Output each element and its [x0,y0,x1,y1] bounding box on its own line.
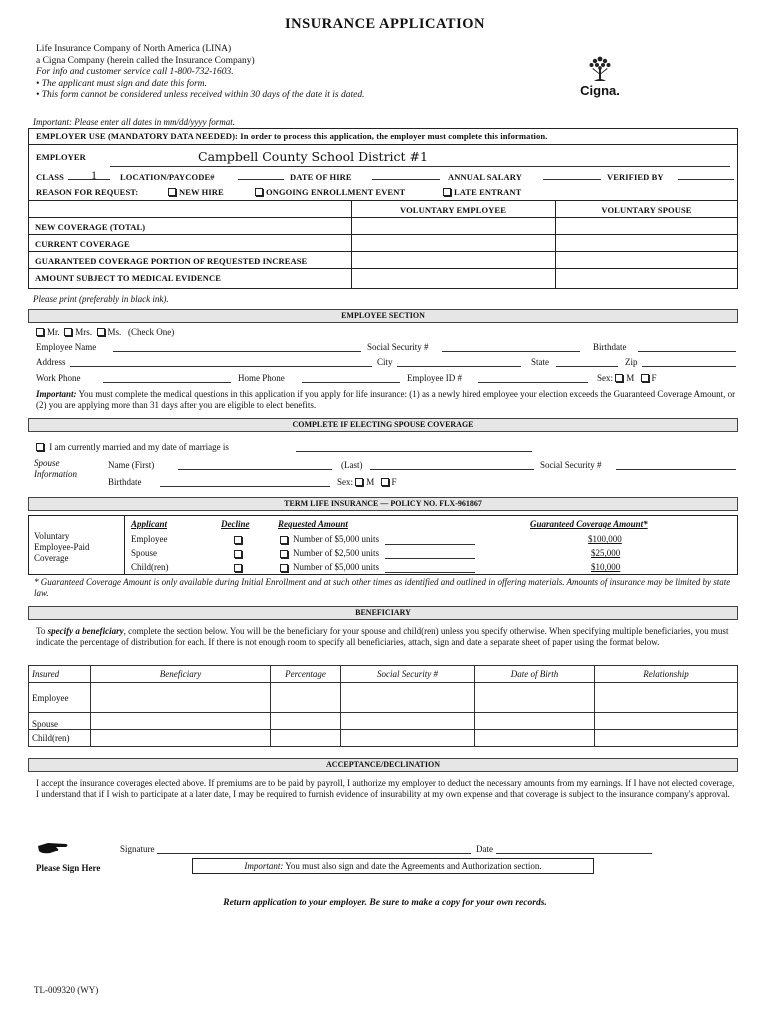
col-voluntary-employee: VOLUNTARY EMPLOYEE [400,205,506,215]
spouse-first-name-label: Name (First) [108,460,155,470]
class-field[interactable] [68,170,110,180]
zip-label: Zip [625,357,638,367]
employer-row-divider [28,144,738,145]
cigna-logo [575,55,625,98]
col-guaranteed: Guaranteed Coverage Amount* [530,519,648,529]
date-field[interactable] [496,844,652,854]
hire-date-label: DATE OF HIRE [290,172,352,182]
birthdate-label: Birthdate [593,342,627,352]
state-label: State [531,357,549,367]
mrs-option[interactable] [64,327,92,337]
sex-f-checkbox[interactable] [641,374,649,382]
city-field[interactable] [397,357,521,367]
state-field[interactable] [556,357,618,367]
header-line-2: a Cigna Company (herein called the Insurance Company) [36,55,255,66]
row-new-coverage: NEW COVERAGE (TOTAL) [35,222,146,232]
verified-label: VERIFIED BY [607,172,664,182]
reason-ongoing[interactable] [255,187,405,197]
beneficiary-header-row [29,666,738,683]
ongoing-label: ONGOING ENROLLMENT EVENT [266,187,406,197]
checkbox-icon [36,328,44,336]
table-row [29,683,738,713]
coverage-grid-top [28,200,738,201]
married-label: I am currently married and my date of marriage is [49,442,229,452]
spouse-ssn-field[interactable] [616,460,736,470]
col-requested: Requested Amount [278,519,348,529]
page-title: INSURANCE APPLICATION [285,16,485,32]
return-note: Return application to your employer. Be sure to make a copy for your own records. [223,898,547,908]
spouse-sex-options [337,477,397,487]
guaranteed-children: $10,000 [591,562,621,572]
coverage-row-line [28,217,738,218]
percentage-cell[interactable] [271,683,341,713]
spouse-first-name-field[interactable] [178,460,332,470]
requested-employee-checkbox[interactable] [280,536,288,544]
applicant-spouse: Spouse [131,548,158,558]
ssn-cell[interactable] [341,713,475,730]
coverage-type-line-1: Voluntary [34,531,70,541]
row-spouse-label: Spouse [29,713,91,730]
reason-label: REASON FOR REQUEST: [36,187,139,197]
pointing-hand-icon [36,840,70,858]
term-row-employee [131,534,731,546]
sex-options [597,373,657,383]
checkbox-icon [97,328,105,336]
employee-section-bar: EMPLOYEE SECTION [28,309,738,323]
spouse-sex-f-checkbox[interactable] [381,478,389,486]
employee-name-field[interactable] [113,342,361,352]
form-number: TL-009320 (WY) [34,985,99,995]
checkbox-icon [64,328,72,336]
work-phone-label: Work Phone [36,373,81,383]
address-label: Address [36,357,66,367]
col-beneficiary: Beneficiary [91,666,271,683]
row-current-coverage: CURRENT COVERAGE [35,239,130,249]
sex-label: Sex: [597,373,614,383]
medical-questions-notice [36,389,736,411]
beneficiary-bar: BENEFICIARY [28,606,738,620]
spouse-info-label [34,458,77,480]
col-applicant: Applicant [131,519,168,529]
header-line-5: • This form cannot be considered unless received within 30 days of the date it is dated. [36,90,365,101]
row-guaranteed-portion: GUARANTEED COVERAGE PORTION OF REQUESTED INCREASE [35,256,308,266]
term-life-inner-divider [124,515,125,575]
requested-employee-field[interactable] [385,535,475,545]
spouse-info-line-1: Spouse [34,458,60,468]
applicant-children: Child(ren) [131,562,169,572]
intro-to: To [36,626,46,636]
date-label: Date [476,844,493,854]
print-note: Please print (preferably in black ink). [33,294,169,304]
address-field[interactable] [70,357,372,367]
row-medical-evidence: AMOUNT SUBJECT TO MEDICAL EVIDENCE [35,273,222,283]
beneficiary-intro [36,626,736,648]
beneficiary-cell[interactable] [91,683,271,713]
title-checkboxes [36,327,174,337]
beneficiary-table [28,665,738,747]
spouse-sex-label: Sex: [337,477,354,487]
checkbox-icon [443,188,451,196]
requested-children-checkbox[interactable] [280,564,288,572]
employer-use-heading: EMPLOYER USE (MANDATORY DATA NEEDED): In order to process this application, the employer must complete this information. [36,131,548,141]
ssn-label: Social Security # [367,342,429,352]
sex-m-label: M [626,373,635,383]
beneficiary-cell[interactable] [91,730,271,747]
ms-label: Ms. [107,327,122,337]
guaranteed-spouse: $25,000 [591,548,621,558]
hire-date-field[interactable] [372,170,440,180]
spouse-last-name-field[interactable] [370,460,534,470]
mr-option[interactable] [36,327,60,337]
verified-field[interactable] [678,170,734,180]
col-relationship: Relationship [595,666,738,683]
agreements-notice [192,858,594,874]
header-line-4: • The applicant must sign and date this form. [36,78,207,89]
col-insured: Insured [29,666,91,683]
acceptance-text: I accept the insurance coverages elected above. If premiums are to be paid by payroll, I authorize my employer to deduct the necessary amounts from my earnings. If I have not elected coverage, I understand that if I wish to participate at a later date, I may be required to furnish evidence of insurability at my own expense and that coverage is subject to the insurance company's approval. [36,778,735,799]
ssn-cell[interactable] [341,683,475,713]
requested-children-field[interactable] [385,563,475,573]
spouse-last-name-label: (Last) [341,460,363,470]
beneficiary-cell[interactable] [91,713,271,730]
decline-employee-checkbox[interactable] [234,536,242,544]
employer-label: EMPLOYER [36,152,86,162]
decline-children-checkbox[interactable] [234,564,242,572]
home-phone-label: Home Phone [238,373,285,383]
married-checkbox[interactable] [36,443,44,451]
reason-late[interactable] [443,187,521,197]
employer-line [110,157,730,167]
requested-employee-label: Number of $5,000 units [293,534,379,544]
requested-spouse-field[interactable] [385,549,475,559]
applicant-employee: Employee [131,534,168,544]
important-label: Important: [36,389,77,399]
header-line-3: For info and customer service call 1-800-732-1603. [36,67,234,78]
checkbox-icon [255,188,263,196]
employee-name-label: Employee Name [36,342,97,352]
location-label: LOCATION/PAYCODE# [120,172,215,182]
relationship-cell[interactable] [595,713,738,730]
home-phone-field[interactable] [302,373,400,383]
coverage-row-line [28,234,738,235]
spouse-sex-m-checkbox[interactable] [355,478,363,486]
requested-spouse-checkbox[interactable] [280,550,288,558]
coverage-type-label [34,531,90,564]
class-label: CLASS [36,172,64,182]
spouse-info-line-2: Information [34,469,78,479]
row-employee-label: Employee [29,683,91,713]
check-one-label: (Check One) [128,327,175,337]
table-row [29,730,738,747]
col-voluntary-spouse: VOLUNTARY SPOUSE [601,205,692,215]
header-line-1: Life Insurance Company of North America (LINA) [36,44,232,54]
percentage-cell[interactable] [271,730,341,747]
dob-cell[interactable] [475,713,595,730]
relationship-cell[interactable] [595,683,738,713]
marriage-statement [36,442,229,452]
intro-rest: , complete the section below. You will be the beneficiary for your spouse and child(ren) unless you specify otherwise. When specifying multiple beneficiaries, you must indicate the percentage of distribution for each. If there is not enough room to specify all beneficiaries, attach, sign and date a separate sheet of paper using the format below. [36,626,729,647]
signature-field[interactable] [157,844,471,854]
col-decline: Decline [221,519,250,529]
tree-icon [587,55,613,83]
spouse-sex-m-label: M [366,477,375,487]
sex-m-checkbox[interactable] [615,374,623,382]
location-field[interactable] [238,170,284,180]
coverage-row-line [28,251,738,252]
class-value: 1 [91,168,97,182]
company-header [36,44,364,102]
row-children-label: Child(ren) [29,730,91,747]
col-dob: Date of Birth [475,666,595,683]
term-row-spouse [131,548,731,560]
salary-label: ANNUAL SALARY [448,172,522,182]
spouse-birthdate-field[interactable] [160,477,330,487]
city-label: City [377,357,393,367]
birthdate-field[interactable] [638,342,736,352]
spouse-sex-f-label: F [391,477,397,487]
salary-field[interactable] [543,170,601,180]
requested-children-label: Number of $5,000 units [293,562,379,572]
zip-field[interactable] [642,357,736,367]
mrs-label: Mrs. [75,327,93,337]
new-hire-label: NEW HIRE [179,187,224,197]
term-life-bar: TERM LIFE INSURANCE — POLICY NO. FLX-961867 [28,497,738,511]
dob-cell[interactable] [475,730,595,747]
sex-f-label: F [651,373,657,383]
guaranteed-employee: $100,000 [588,534,622,544]
dates-notice: Important: Please enter all dates in mm/dd/yyyy format. [33,117,235,127]
spouse-ssn-label: Social Security # [540,460,602,470]
signature-label: Signature [120,844,155,854]
marriage-date-field[interactable] [296,442,532,452]
spouse-section-bar: COMPLETE IF ELECTING SPOUSE COVERAGE [28,418,738,432]
employee-id-label: Employee ID # [407,373,462,383]
relationship-cell[interactable] [595,730,738,747]
agree-text: You must also sign and date the Agreements and Authorization section. [285,861,542,871]
col-percentage: Percentage [271,666,341,683]
spouse-birthdate-label: Birthdate [108,477,142,487]
important-text: You must complete the medical questions in this application if you apply for life insurance: (1) as a newly hired employee your election exceeds the Guaranteed Coverage Amount, or (2) you are applying more than 31 days after you are eligible to elect benefits. [36,389,736,410]
coverage-type-line-3: Coverage [34,553,69,563]
intro-emphasis: specify a beneficiary [47,626,124,636]
guaranteed-footnote: * Guaranteed Coverage Amount is only available during Initial Enrollment and at such other times as identified and outlined in offering materials. Amounts of insurance may be limited by state law. [34,577,731,598]
percentage-cell[interactable] [271,713,341,730]
acceptance-bar: ACCEPTANCE/DECLINATION [28,758,738,772]
dob-cell[interactable] [475,683,595,713]
checkbox-icon [168,188,176,196]
ms-option[interactable] [97,327,122,337]
sign-here-label: Please Sign Here [36,863,101,873]
mr-label: Mr. [47,327,60,337]
coverage-type-line-2: Employee-Paid [34,542,90,552]
col-ssn: Social Security # [341,666,475,683]
logo-text: Cigna. [580,83,620,98]
late-entrant-label: LATE ENTRANT [454,187,522,197]
employee-id-field[interactable] [478,373,588,383]
requested-spouse-label: Number of $2,500 units [293,548,379,558]
decline-spouse-checkbox[interactable] [234,550,242,558]
agree-label: Important: [244,861,284,871]
work-phone-field[interactable] [103,373,231,383]
ssn-cell[interactable] [341,730,475,747]
reason-new-hire[interactable] [168,187,224,197]
coverage-row-line [28,268,738,269]
term-row-children [131,562,731,574]
ssn-field[interactable] [442,342,580,352]
table-row [29,713,738,730]
employer-value[interactable]: Campbell County School District #1 [198,149,428,164]
